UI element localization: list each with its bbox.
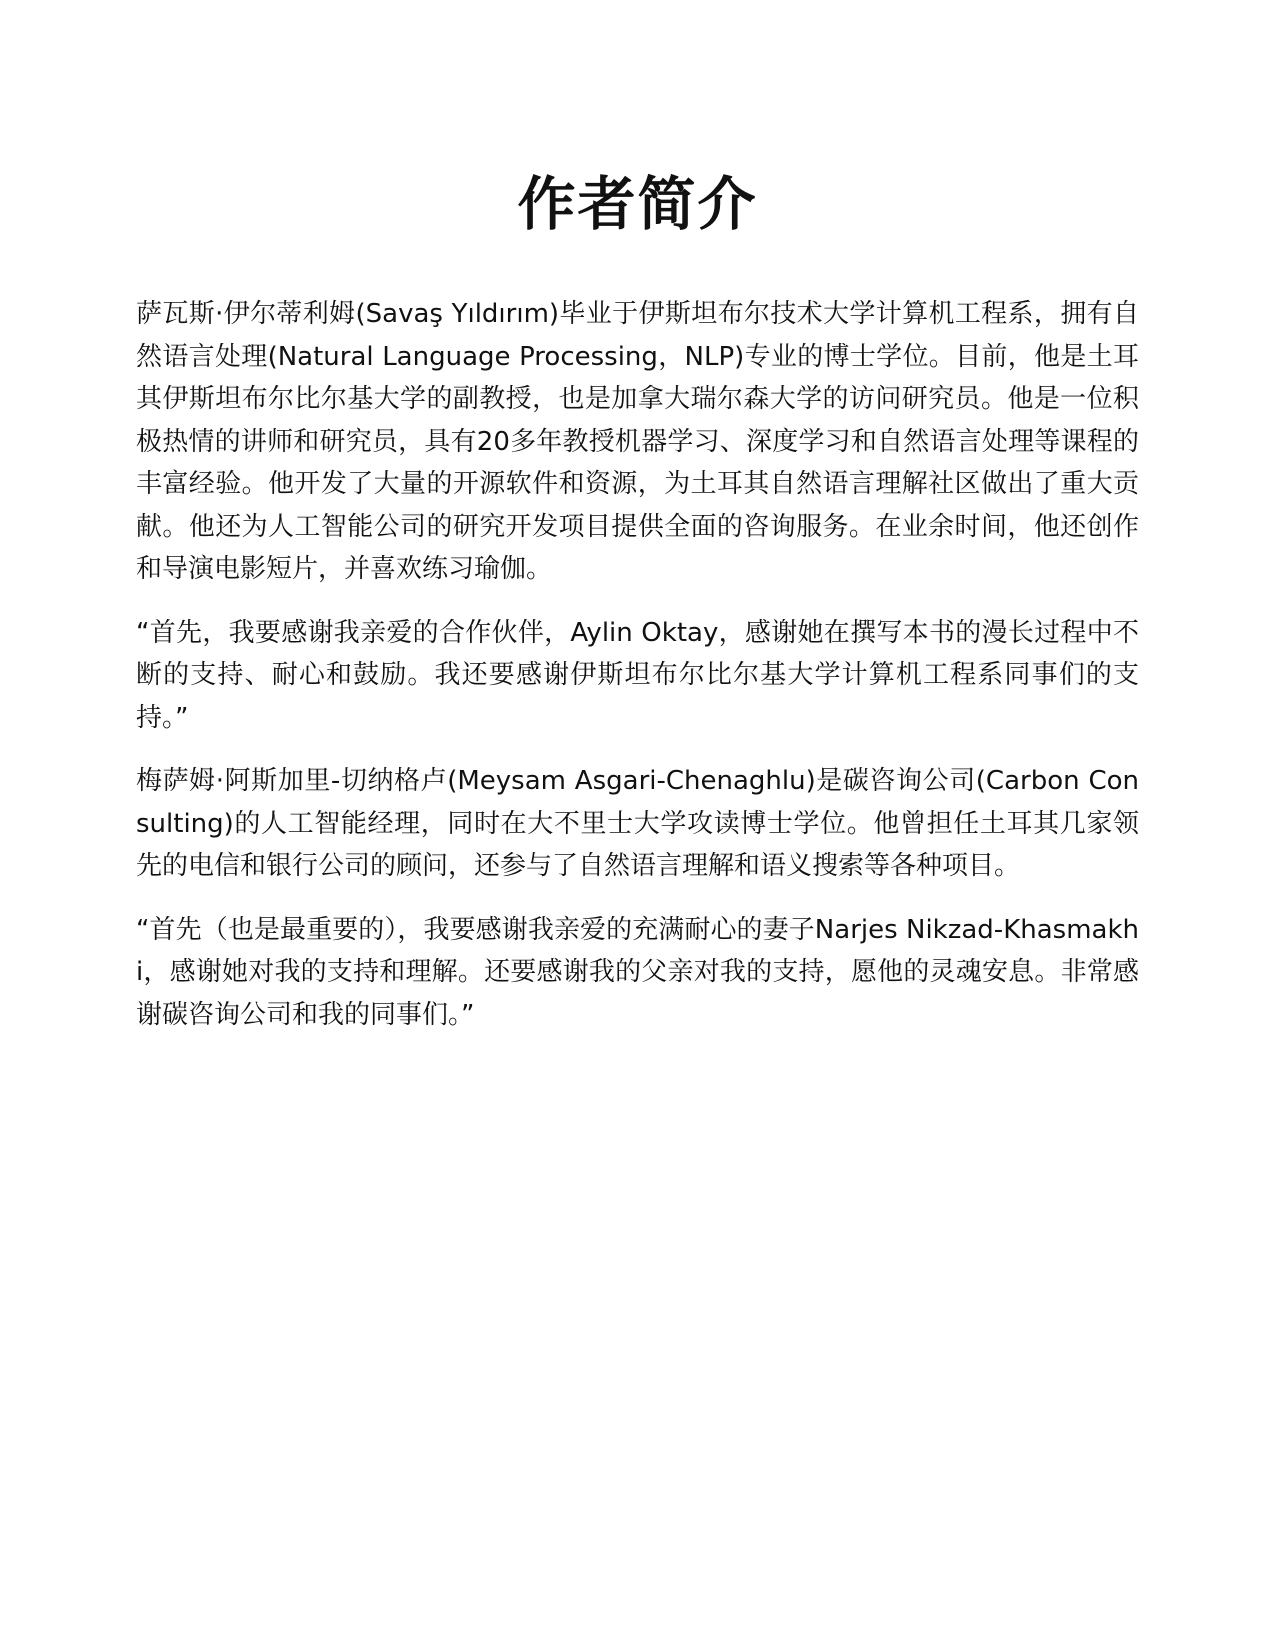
document-body	[136, 293, 1139, 1057]
author-bio-paragraph-2: 梅萨姆·阿斯加里-切纳格卢(Meysam Asgari-Chenaghlu)是碳咨询公司(Carbon Consulting)的人工智能经理，同时在大不里士大学攻读博士学位。他曾担任土耳其几家领先的电信和银行公司的顾问，还参与了自然语言理解和语义搜索等各种项目。	[136, 766, 1139, 881]
author-bio-paragraph-1: 萨瓦斯·伊尔蒂利姆(Savaş Yıldırım)毕业于伊斯坦布尔技术大学计算机工程系，拥有自然语言处理(Natural Language Processing，NLP)专业的博士学位。目前，他是土耳其伊斯坦布尔比尔基大学的副教授，也是加拿大瑞尔森大学的访问研究员。他是一位积极热情的讲师和研究员，具有20多年教授机器学习、深度学习和自然语言处理等课程的丰富经验。他开发了大量的开源软件和资源，为土耳其自然语言理解社区做出了重大贡献。他还为人工智能公司的研究开发项目提供全面的咨询服务。在业余时间，他还创作和导演电影短片，并喜欢练习瑜伽。	[136, 299, 1139, 584]
author-acknowledgement-2: “首先（也是最重要的），我要感谢我亲爱的充满耐心的妻子Narjes Nikzad-Khasmakhi，感谢她对我的支持和理解。还要感谢我的父亲对我的支持，愿他的灵魂安息。非常感谢碳咨询公司和我的同事们。”	[136, 914, 1139, 1030]
page-title: 作者简介	[517, 170, 758, 238]
author-acknowledgement-1: “首先，我要感谢我亲爱的合作伙伴，Aylin Oktay，感谢她在撰写本书的漫长过程中不断的支持、耐心和鼓励。我还要感谢伊斯坦布尔比尔基大学计算机工程系同事们的支持。”	[136, 617, 1139, 733]
